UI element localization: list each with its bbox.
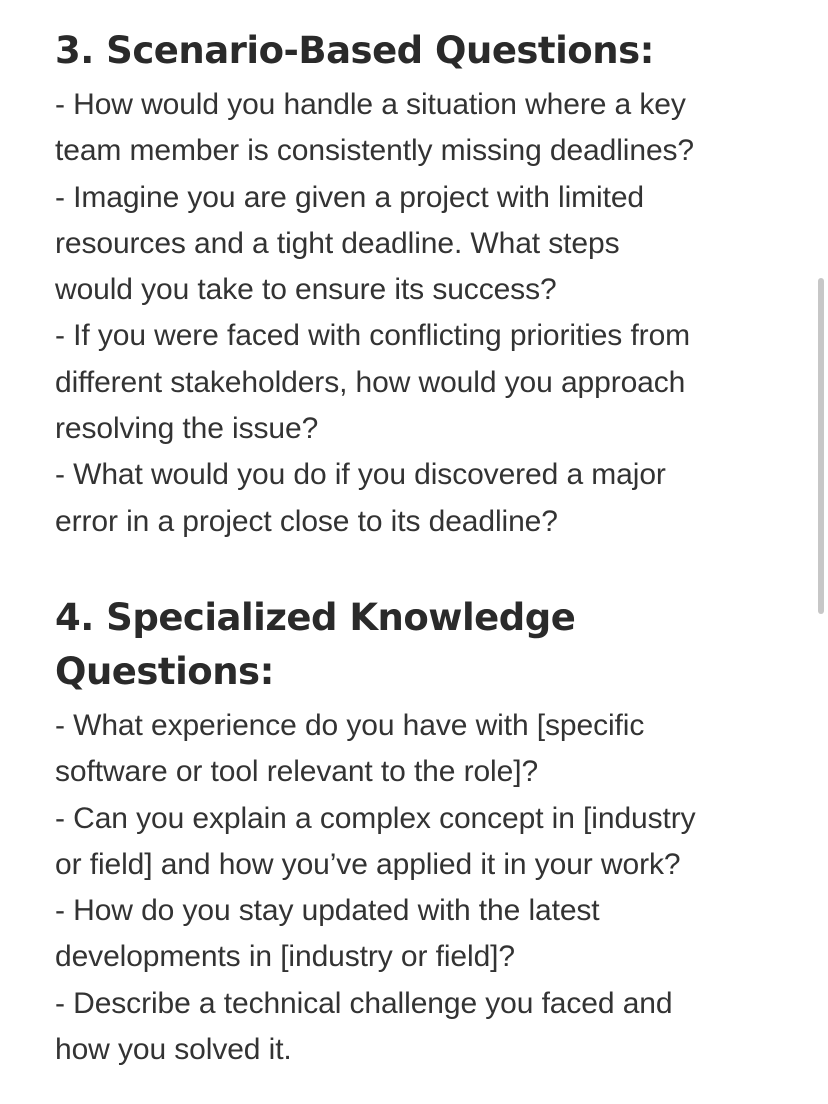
text-line: - What experience do you have with [specific — [55, 708, 645, 742]
text-line: different stakeholders, how would you approach — [55, 365, 686, 399]
text-line: resolving the issue? — [55, 412, 319, 446]
section-heading — [55, 591, 795, 699]
section-specialized-knowledge-questions — [55, 591, 795, 1073]
section-heading: 3. Scenario-Based Questions: — [55, 29, 654, 72]
text-line: resources and a tight deadline. What steps — [55, 226, 620, 260]
text-line: error in a project close to its deadline? — [55, 504, 558, 538]
text-line: how you solved it. — [55, 1033, 292, 1067]
text-line: or field] and how you’ve applied it in your work? — [55, 847, 681, 881]
question-list — [55, 82, 795, 545]
question-list — [55, 703, 795, 1073]
text-line: developments in [industry or field]? — [55, 940, 515, 974]
text-line: software or tool relevant to the role]? — [55, 755, 539, 789]
section-heading-line: 4. Specialized Knowledge — [55, 595, 576, 639]
section-heading-line: Questions: — [55, 649, 274, 693]
section-scenario-based-questions — [55, 24, 795, 545]
text-line: - Imagine you are given a project with limited — [55, 180, 645, 214]
text-line: - If you were faced with conflicting priorities from — [55, 319, 691, 353]
document-content — [55, 24, 795, 1073]
text-line: would you take to ensure its success? — [55, 273, 557, 307]
text-line: team member is consistently missing deadlines? — [55, 134, 695, 168]
text-line: - Describe a technical challenge you faced and — [55, 986, 673, 1020]
text-line: - What would you do if you discovered a major — [55, 458, 666, 492]
text-line: - How would you handle a situation where a key — [55, 88, 686, 121]
text-line: - How do you stay updated with the latest — [55, 894, 600, 928]
text-line: - Can you explain a complex concept in [industry — [55, 801, 696, 835]
vertical-scrollbar[interactable] — [818, 278, 824, 614]
